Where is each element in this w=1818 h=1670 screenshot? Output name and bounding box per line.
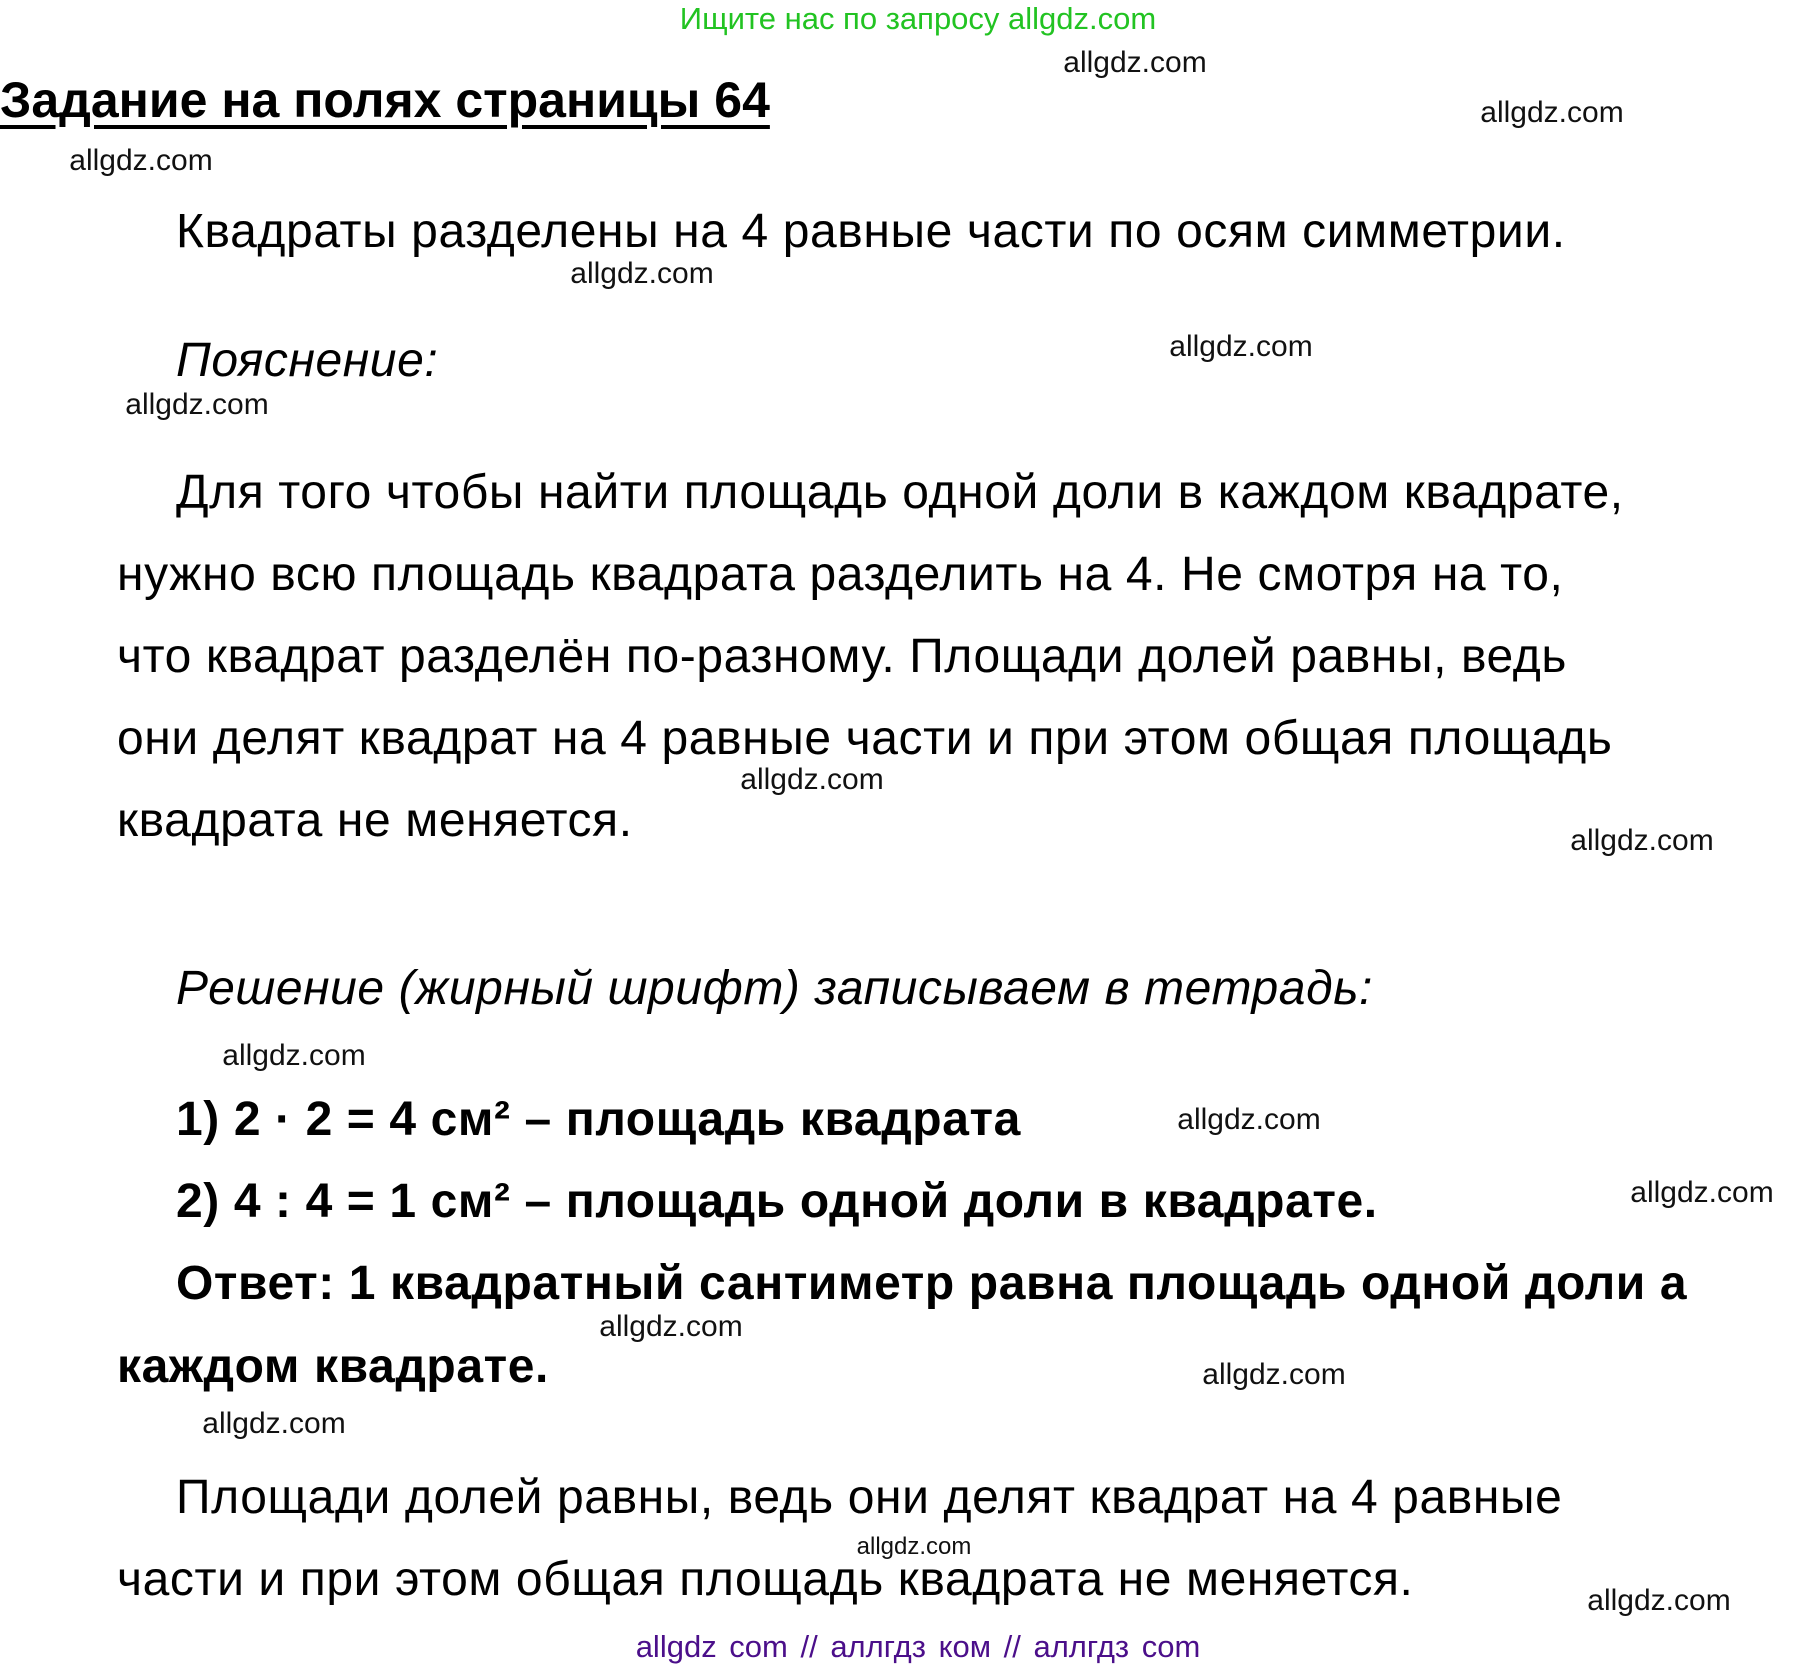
watermark: allgdz.com	[1480, 96, 1624, 129]
explanation-line: квадрата не меняется.	[117, 794, 633, 847]
watermark: allgdz.com	[125, 388, 269, 421]
conclusion-line: Площади долей равны, ведь они делят квадрат на 4 равные	[176, 1471, 1563, 1524]
solution-step: 1) 2 · 2 = 4 см² – площадь квадрата	[176, 1093, 1021, 1146]
solution-step: 2) 4 : 4 = 1 см² – площадь одной доли в квадрате.	[176, 1175, 1378, 1228]
watermark: allgdz.com	[222, 1039, 366, 1072]
watermark: allgdz.com	[202, 1407, 346, 1440]
footer-watermark: allgdz com // аллгдз ком // аллгдз com	[635, 1629, 1201, 1664]
watermark: allgdz.com	[1630, 1176, 1774, 1209]
solution-heading: Решение (жирный шрифт) записываем в тетрадь:	[176, 962, 1373, 1015]
conclusion-line: части и при этом общая площадь квадрата не меняется.	[117, 1553, 1414, 1606]
answer-text: каждом квадрате.	[117, 1340, 549, 1393]
watermark: allgdz.com	[856, 1533, 972, 1560]
watermark: allgdz.com	[1177, 1103, 1321, 1136]
watermark: allgdz.com	[1587, 1584, 1731, 1617]
answer-line: Квадраты разделены на 4 равные части по осям симметрии.	[176, 205, 1566, 258]
watermark: allgdz.com	[69, 144, 213, 177]
page-title: Задание на полях страницы 64	[0, 72, 770, 128]
explanation-line: Для того чтобы найти площадь одной доли в каждом квадрате,	[176, 466, 1624, 519]
watermark: allgdz.com	[570, 257, 714, 290]
watermark: allgdz.com	[1570, 824, 1714, 857]
watermark: allgdz.com	[1202, 1358, 1346, 1391]
watermark: allgdz.com	[1169, 330, 1313, 363]
explanation-line: они делят квадрат на 4 равные части и при этом общая площадь	[117, 712, 1613, 765]
explanation-line: нужно всю площадь квадрата разделить на 4. Не смотря на то,	[117, 548, 1564, 601]
watermark: allgdz.com	[1063, 46, 1207, 79]
explanation-heading: Пояснение:	[176, 334, 439, 387]
explanation-line: что квадрат разделён по-разному. Площади долей равны, ведь	[117, 630, 1567, 683]
answer-text: Ответ: 1 квадратный сантиметр равна площадь одной доли а	[176, 1257, 1688, 1310]
watermark: allgdz.com	[740, 763, 884, 796]
watermark: allgdz.com	[599, 1310, 743, 1343]
search-banner: Ищите нас по запросу allgdz.com	[679, 1, 1157, 36]
